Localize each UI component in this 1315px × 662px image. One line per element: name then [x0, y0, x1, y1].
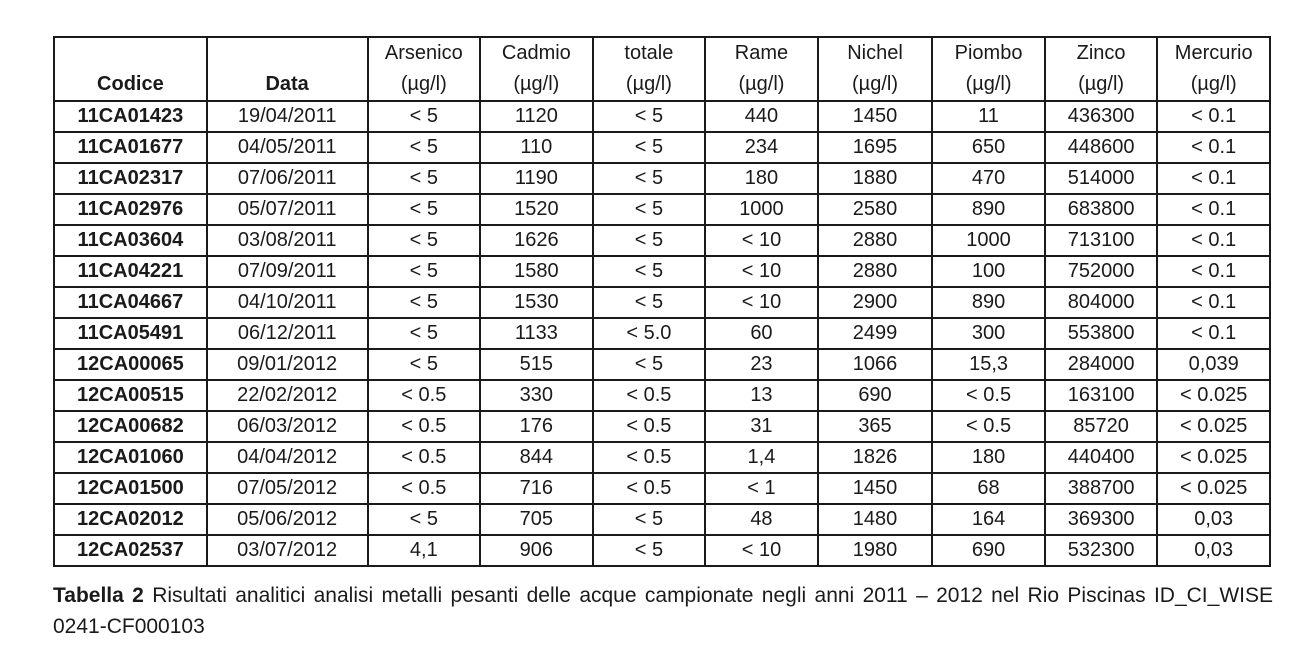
cell-mercurio: < 0.1 — [1157, 101, 1270, 132]
cell-mercurio: < 0.025 — [1157, 380, 1270, 411]
cell-rame: 48 — [705, 504, 818, 535]
header-zinco — [1045, 37, 1158, 101]
cell-arsenico: 4,1 — [368, 535, 481, 566]
cell-codice: 12CA02537 — [54, 535, 207, 566]
cell-data: 03/07/2012 — [207, 535, 368, 566]
cell-zinco: 448600 — [1045, 132, 1158, 163]
cell-arsenico: < 5 — [368, 504, 481, 535]
cell-mercurio: < 0.1 — [1157, 132, 1270, 163]
cell-piombo: 100 — [932, 256, 1045, 287]
header-line1: Mercurio — [1174, 42, 1253, 64]
cell-arsenico: < 5 — [368, 194, 481, 225]
table-row — [54, 380, 1270, 411]
cell-codice: 12CA01060 — [54, 442, 207, 473]
cell-zinco: 85720 — [1045, 411, 1158, 442]
cell-piombo: 650 — [932, 132, 1045, 163]
cell-nichel: 2900 — [818, 287, 933, 318]
cell-arsenico: < 5 — [368, 256, 481, 287]
cell-rame: < 10 — [705, 535, 818, 566]
cell-nichel: 2499 — [818, 318, 933, 349]
cell-data: 22/02/2012 — [207, 380, 368, 411]
cell-arsenico: < 5 — [368, 318, 481, 349]
table-row — [54, 287, 1270, 318]
header-cadmio — [480, 37, 593, 101]
cell-cadmio: 515 — [480, 349, 593, 380]
table-row — [54, 349, 1270, 380]
cell-totale: < 5 — [593, 225, 706, 256]
cell-nichel: 2880 — [818, 256, 933, 287]
cell-data: 19/04/2011 — [207, 101, 368, 132]
cell-piombo: 164 — [932, 504, 1045, 535]
cell-cadmio: 1520 — [480, 194, 593, 225]
cell-piombo: 15,3 — [932, 349, 1045, 380]
caption-label: Tabella 2 — [53, 584, 144, 607]
table-row — [54, 225, 1270, 256]
cell-data: 06/03/2012 — [207, 411, 368, 442]
cell-arsenico: < 5 — [368, 225, 481, 256]
cell-data: 04/05/2011 — [207, 132, 368, 163]
header-mercurio — [1157, 37, 1270, 101]
cell-piombo: 68 — [932, 473, 1045, 504]
cell-rame: 180 — [705, 163, 818, 194]
cell-codice: 11CA02976 — [54, 194, 207, 225]
cell-mercurio: < 0.025 — [1157, 442, 1270, 473]
cell-totale: < 5 — [593, 194, 706, 225]
table-row — [54, 101, 1270, 132]
cell-mercurio: < 0.025 — [1157, 473, 1270, 504]
table-row — [54, 535, 1270, 566]
cell-arsenico: < 0.5 — [368, 411, 481, 442]
cell-mercurio: < 0.1 — [1157, 225, 1270, 256]
cell-zinco: 532300 — [1045, 535, 1158, 566]
table-row — [54, 318, 1270, 349]
cell-nichel: 1880 — [818, 163, 933, 194]
cell-totale: < 0.5 — [593, 380, 706, 411]
cell-cadmio: 1530 — [480, 287, 593, 318]
cell-mercurio: 0,039 — [1157, 349, 1270, 380]
cell-zinco: 369300 — [1045, 504, 1158, 535]
cell-rame: 440 — [705, 101, 818, 132]
table-row — [54, 473, 1270, 504]
cell-data: 07/06/2011 — [207, 163, 368, 194]
cell-codice: 12CA00515 — [54, 380, 207, 411]
cell-mercurio: < 0.1 — [1157, 287, 1270, 318]
header-data — [207, 37, 368, 101]
cell-codice: 12CA00682 — [54, 411, 207, 442]
cell-cadmio: 844 — [480, 442, 593, 473]
header-line1: Zinco — [1076, 42, 1126, 64]
cell-cadmio: 110 — [480, 132, 593, 163]
cell-cadmio: 1120 — [480, 101, 593, 132]
table-row — [54, 442, 1270, 473]
cell-zinco: 388700 — [1045, 473, 1158, 504]
header-row — [54, 37, 1270, 101]
cell-rame: 1000 — [705, 194, 818, 225]
cell-data: 07/09/2011 — [207, 256, 368, 287]
header-codice — [54, 37, 207, 101]
header-line2: (µg/l) — [513, 73, 560, 95]
header-line1: Cadmio — [501, 42, 571, 64]
cell-rame: 31 — [705, 411, 818, 442]
table-header — [54, 37, 1270, 101]
table-body — [54, 101, 1270, 566]
cell-mercurio: < 0.1 — [1157, 318, 1270, 349]
cell-data: 04/04/2012 — [207, 442, 368, 473]
header-line1: Rame — [734, 42, 789, 64]
cell-zinco: 713100 — [1045, 225, 1158, 256]
cell-totale: < 0.5 — [593, 411, 706, 442]
cell-codice: 12CA00065 — [54, 349, 207, 380]
header-line2: (µg/l) — [965, 73, 1012, 95]
header-line2: Data — [265, 73, 309, 95]
cell-mercurio: < 0.1 — [1157, 256, 1270, 287]
cell-codice: 11CA04221 — [54, 256, 207, 287]
cell-arsenico: < 5 — [368, 163, 481, 194]
cell-totale: < 0.5 — [593, 442, 706, 473]
cell-codice: 11CA02317 — [54, 163, 207, 194]
header-line2: (µg/l) — [852, 73, 898, 95]
cell-cadmio: 1133 — [480, 318, 593, 349]
table-row — [54, 504, 1270, 535]
cell-cadmio: 176 — [480, 411, 593, 442]
table-row — [54, 163, 1270, 194]
cell-rame: 234 — [705, 132, 818, 163]
cell-piombo: < 0.5 — [932, 380, 1045, 411]
header-line2: Codice — [97, 73, 164, 95]
cell-piombo: 180 — [932, 442, 1045, 473]
cell-zinco: 514000 — [1045, 163, 1158, 194]
cell-zinco: 163100 — [1045, 380, 1158, 411]
cell-data: 07/05/2012 — [207, 473, 368, 504]
cell-totale: < 5 — [593, 132, 706, 163]
cell-codice: 11CA03604 — [54, 225, 207, 256]
table-caption — [53, 580, 1273, 642]
cell-totale: < 5 — [593, 349, 706, 380]
header-line1: Nichel — [847, 42, 903, 64]
header-piombo — [932, 37, 1045, 101]
cell-data: 03/08/2011 — [207, 225, 368, 256]
table-row — [54, 411, 1270, 442]
cell-codice: 11CA05491 — [54, 318, 207, 349]
cell-nichel: 2580 — [818, 194, 933, 225]
cell-data: 04/10/2011 — [207, 287, 368, 318]
cell-totale: < 5 — [593, 163, 706, 194]
cell-zinco: 440400 — [1045, 442, 1158, 473]
cell-mercurio: 0,03 — [1157, 535, 1270, 566]
header-line1: Piombo — [954, 42, 1023, 64]
header-line2: (µg/l) — [400, 73, 447, 95]
cell-codice: 12CA01500 — [54, 473, 207, 504]
cell-zinco: 683800 — [1045, 194, 1158, 225]
cell-totale: < 5.0 — [593, 318, 706, 349]
cell-nichel: 1695 — [818, 132, 933, 163]
cell-zinco: 752000 — [1045, 256, 1158, 287]
cell-piombo: 1000 — [932, 225, 1045, 256]
cell-codice: 11CA01423 — [54, 101, 207, 132]
header-line2: (µg/l) — [625, 73, 672, 95]
cell-arsenico: < 0.5 — [368, 473, 481, 504]
cell-cadmio: 1190 — [480, 163, 593, 194]
cell-rame: < 10 — [705, 256, 818, 287]
cell-data: 06/12/2011 — [207, 318, 368, 349]
cell-cadmio: 716 — [480, 473, 593, 504]
header-line2: (µg/l) — [1190, 73, 1237, 95]
cell-mercurio: < 0.1 — [1157, 194, 1270, 225]
cell-nichel: 365 — [818, 411, 933, 442]
cell-zinco: 804000 — [1045, 287, 1158, 318]
cell-nichel: 1450 — [818, 101, 933, 132]
cell-rame: 60 — [705, 318, 818, 349]
header-totale — [593, 37, 706, 101]
cell-rame: < 10 — [705, 287, 818, 318]
caption-text: Risultati analitici analisi metalli pesanti delle acque campionate negli anni 2011 – 2012 nel Rio Piscinas ID_CI_WISE 0241-CF000103 — [53, 584, 1273, 638]
cell-totale: < 5 — [593, 535, 706, 566]
header-line1: totale — [624, 42, 674, 64]
cell-arsenico: < 5 — [368, 132, 481, 163]
cell-totale: < 5 — [593, 101, 706, 132]
table-row — [54, 256, 1270, 287]
cell-arsenico: < 5 — [368, 287, 481, 318]
cell-rame: 13 — [705, 380, 818, 411]
cell-piombo: 890 — [932, 287, 1045, 318]
cell-piombo: 890 — [932, 194, 1045, 225]
cell-nichel: 1450 — [818, 473, 933, 504]
cell-data: 05/07/2011 — [207, 194, 368, 225]
header-arsenico — [368, 37, 481, 101]
cell-rame: 1,4 — [705, 442, 818, 473]
cell-rame: 23 — [705, 349, 818, 380]
header-line2: (µg/l) — [738, 73, 785, 95]
cell-totale: < 5 — [593, 287, 706, 318]
cell-codice: 11CA01677 — [54, 132, 207, 163]
cell-zinco: 284000 — [1045, 349, 1158, 380]
heavy-metals-results-table — [53, 36, 1271, 567]
cell-arsenico: < 0.5 — [368, 442, 481, 473]
cell-cadmio: 705 — [480, 504, 593, 535]
header-line2: (µg/l) — [1078, 73, 1125, 95]
header-nichel — [818, 37, 933, 101]
results-table-wrapper — [53, 36, 1271, 567]
cell-piombo: 300 — [932, 318, 1045, 349]
cell-nichel: 1980 — [818, 535, 933, 566]
cell-arsenico: < 5 — [368, 349, 481, 380]
cell-data: 05/06/2012 — [207, 504, 368, 535]
cell-cadmio: 1580 — [480, 256, 593, 287]
cell-piombo: 690 — [932, 535, 1045, 566]
cell-nichel: 690 — [818, 380, 933, 411]
cell-mercurio: < 0.1 — [1157, 163, 1270, 194]
cell-cadmio: 906 — [480, 535, 593, 566]
cell-mercurio: < 0.025 — [1157, 411, 1270, 442]
cell-piombo: 470 — [932, 163, 1045, 194]
cell-nichel: 1826 — [818, 442, 933, 473]
cell-codice: 11CA04667 — [54, 287, 207, 318]
cell-arsenico: < 5 — [368, 101, 481, 132]
cell-piombo: 11 — [932, 101, 1045, 132]
cell-nichel: 2880 — [818, 225, 933, 256]
cell-mercurio: 0,03 — [1157, 504, 1270, 535]
cell-totale: < 5 — [593, 256, 706, 287]
cell-totale: < 5 — [593, 504, 706, 535]
cell-nichel: 1066 — [818, 349, 933, 380]
cell-cadmio: 330 — [480, 380, 593, 411]
cell-rame: < 10 — [705, 225, 818, 256]
cell-cadmio: 1626 — [480, 225, 593, 256]
cell-data: 09/01/2012 — [207, 349, 368, 380]
cell-nichel: 1480 — [818, 504, 933, 535]
cell-arsenico: < 0.5 — [368, 380, 481, 411]
header-rame — [705, 37, 818, 101]
table-row — [54, 132, 1270, 163]
cell-totale: < 0.5 — [593, 473, 706, 504]
cell-piombo: < 0.5 — [932, 411, 1045, 442]
cell-rame: < 1 — [705, 473, 818, 504]
cell-zinco: 553800 — [1045, 318, 1158, 349]
header-line1: Arsenico — [384, 42, 463, 64]
table-row — [54, 194, 1270, 225]
cell-codice: 12CA02012 — [54, 504, 207, 535]
cell-zinco: 436300 — [1045, 101, 1158, 132]
